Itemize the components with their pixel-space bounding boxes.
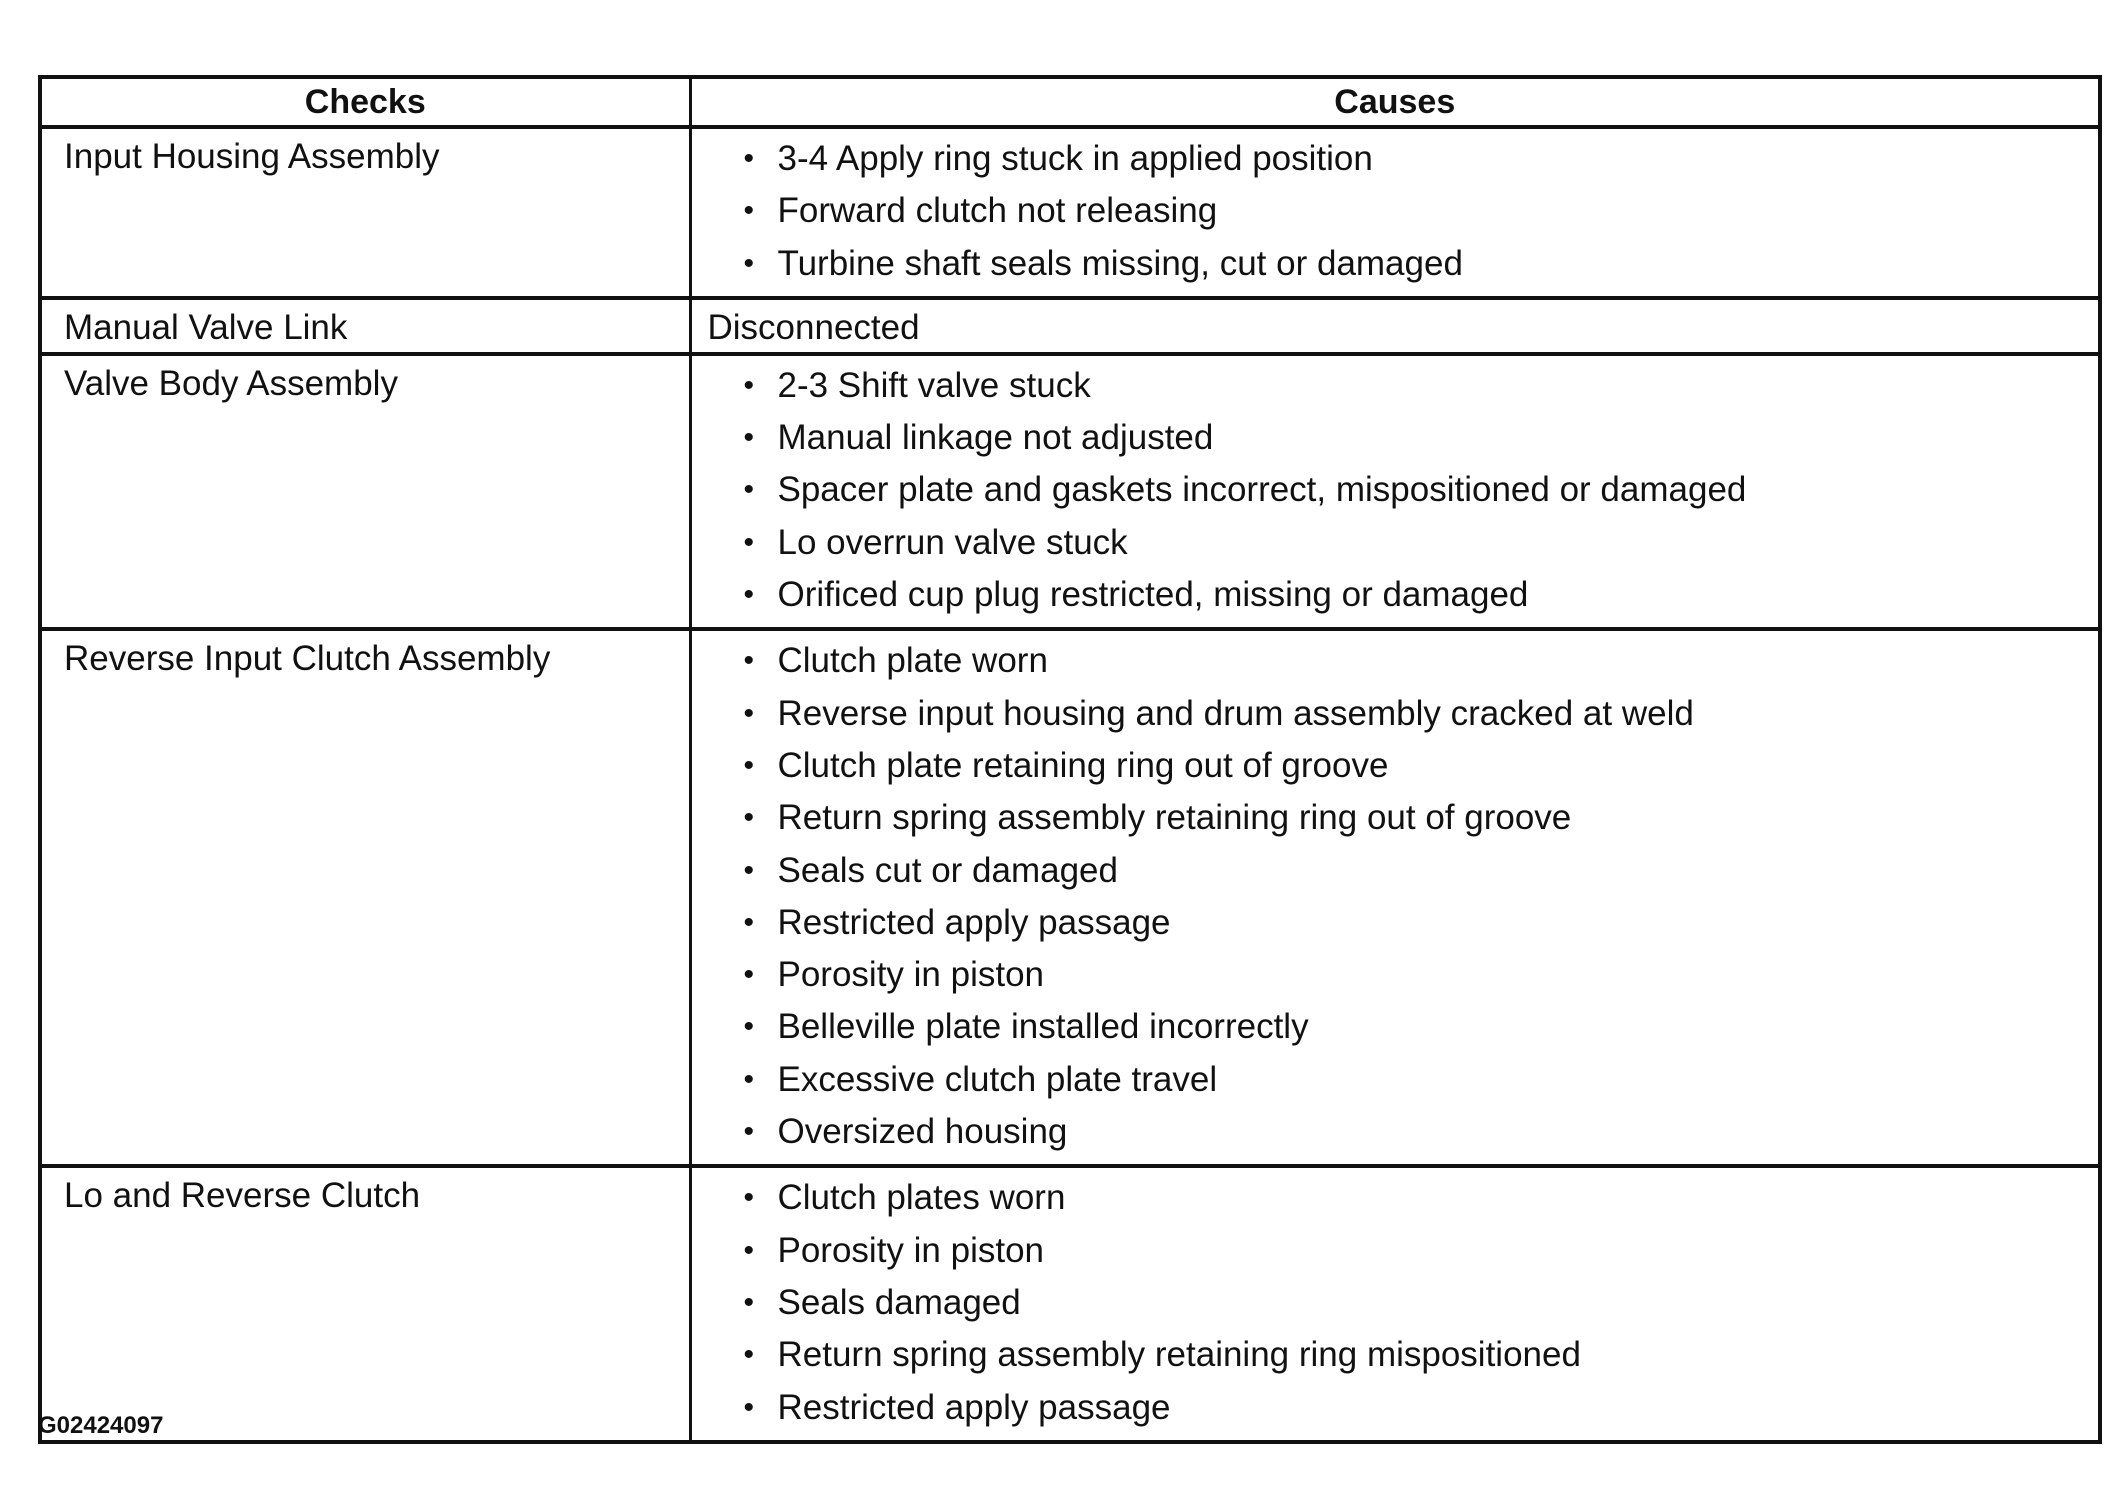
causes-cell: Disconnected: [690, 298, 2100, 354]
cause-item: • Seals damaged: [692, 1277, 2099, 1329]
table-row: [40, 127, 2100, 298]
cause-item: • 3-4 Apply ring stuck in applied position: [692, 133, 2099, 185]
column-header-causes: Causes: [690, 77, 2100, 127]
cause-item: • 2-3 Shift valve stuck: [692, 360, 2099, 412]
cause-item: • Restricted apply passage: [692, 897, 2099, 949]
cause-item: • Return spring assembly retaining ring mispositioned: [692, 1329, 2099, 1381]
diagnosis-table: [38, 75, 2102, 1444]
figure-id-label: G02424097: [38, 1412, 164, 1439]
cause-item: • Belleville plate installed incorrectly: [692, 1001, 2099, 1053]
cause-item: • Porosity in piston: [692, 949, 2099, 1001]
cause-item: • Orificed cup plug restricted, missing or damaged: [692, 569, 2099, 621]
causes-cell: [690, 354, 2100, 629]
cause-item: • Restricted apply passage: [692, 1382, 2099, 1434]
cause-list: [692, 1172, 2099, 1433]
cause-list: [692, 133, 2099, 290]
cause-item: • Porosity in piston: [692, 1225, 2099, 1277]
table-row: [40, 1166, 2100, 1441]
cause-list: [692, 360, 2099, 621]
check-cell: Input Housing Assembly: [40, 127, 690, 298]
cause-item: • Turbine shaft seals missing, cut or damaged: [692, 238, 2099, 290]
cause-item: • Clutch plate worn: [692, 635, 2099, 687]
cause-item: • Excessive clutch plate travel: [692, 1054, 2099, 1106]
cause-list: [692, 635, 2099, 1158]
cause-item: • Spacer plate and gaskets incorrect, mispositioned or damaged: [692, 464, 2099, 516]
cause-item: • Manual linkage not adjusted: [692, 412, 2099, 464]
cause-item: • Return spring assembly retaining ring out of groove: [692, 792, 2099, 844]
check-cell: Manual Valve Link: [40, 298, 690, 354]
cause-item: • Clutch plate retaining ring out of groove: [692, 740, 2099, 792]
cause-item: • Reverse input housing and drum assembly cracked at weld: [692, 688, 2099, 740]
causes-cell: [690, 127, 2100, 298]
cause-item: • Oversized housing: [692, 1106, 2099, 1158]
cause-item: • Lo overrun valve stuck: [692, 517, 2099, 569]
cause-item: • Seals cut or damaged: [692, 845, 2099, 897]
table-row: [40, 298, 2100, 354]
table-header-row: [40, 77, 2100, 127]
column-header-checks: Checks: [40, 77, 690, 127]
check-cell: Valve Body Assembly: [40, 354, 690, 629]
causes-cell: [690, 629, 2100, 1166]
cause-item: • Clutch plates worn: [692, 1172, 2099, 1224]
cause-item: • Forward clutch not releasing: [692, 185, 2099, 237]
check-cell: Lo and Reverse Clutch: [40, 1166, 690, 1441]
table-row: [40, 629, 2100, 1166]
causes-cell: [690, 1166, 2100, 1441]
check-cell: Reverse Input Clutch Assembly: [40, 629, 690, 1166]
table-row: [40, 354, 2100, 629]
